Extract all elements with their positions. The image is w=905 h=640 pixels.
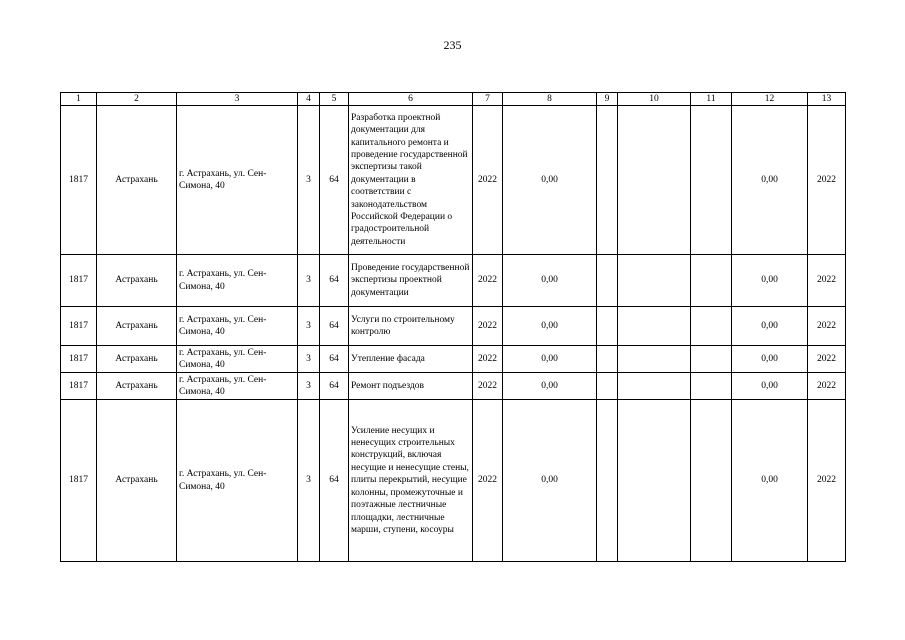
col4-cell: 3: [298, 255, 320, 307]
column-header: 1: [61, 93, 97, 106]
col9-cell: [597, 106, 618, 255]
row-id: 1817: [61, 255, 97, 307]
col4-cell: 3: [298, 400, 320, 562]
col4-cell: 3: [298, 346, 320, 373]
col10-cell: [618, 400, 691, 562]
year-cell: 2022: [473, 373, 503, 400]
col10-cell: [618, 373, 691, 400]
col11-cell: [691, 255, 732, 307]
col10-cell: [618, 255, 691, 307]
cost-cell: 0,00: [503, 106, 597, 255]
year-cell: 2022: [473, 307, 503, 346]
address-cell: г. Астрахань, ул. Сен-Симона, 40: [177, 346, 298, 373]
col11-cell: [691, 400, 732, 562]
column-header: 2: [97, 93, 177, 106]
cost-cell: 0,00: [503, 373, 597, 400]
row-id: 1817: [61, 106, 97, 255]
address-cell: г. Астрахань, ул. Сен-Симона, 40: [177, 400, 298, 562]
year-cell: 2022: [473, 106, 503, 255]
city-cell: Астрахань: [97, 373, 177, 400]
year-cell: 2022: [473, 346, 503, 373]
col10-cell: [618, 307, 691, 346]
col11-cell: [691, 307, 732, 346]
address-cell: г. Астрахань, ул. Сен-Симона, 40: [177, 373, 298, 400]
work-description-cell: Ремонт подъездов: [349, 373, 473, 400]
address-cell: г. Астрахань, ул. Сен-Симона, 40: [177, 255, 298, 307]
cost-cell: 0,00: [503, 400, 597, 562]
table-row: [61, 307, 846, 346]
col12-cell: 0,00: [732, 373, 808, 400]
work-description-cell: Услуги по строительному контролю: [349, 307, 473, 346]
col5-cell: 64: [320, 400, 349, 562]
col11-cell: [691, 106, 732, 255]
col11-cell: [691, 346, 732, 373]
work-description-cell: Разработка проектной документации для капитального ремонта и проведение государственной экспертизы такой документации в соответствии с законодательством Российской Федерации о градостроительной деятельности: [349, 106, 473, 255]
col13-cell: 2022: [808, 346, 846, 373]
row-id: 1817: [61, 346, 97, 373]
work-description-cell: Утепление фасада: [349, 346, 473, 373]
col5-cell: 64: [320, 307, 349, 346]
city-cell: Астрахань: [97, 400, 177, 562]
col4-cell: 3: [298, 307, 320, 346]
column-header: 13: [808, 93, 846, 106]
column-header: 9: [597, 93, 618, 106]
col13-cell: 2022: [808, 373, 846, 400]
page-number: 235: [443, 38, 462, 52]
year-cell: 2022: [473, 400, 503, 562]
column-header: 3: [177, 93, 298, 106]
column-header: 11: [691, 93, 732, 106]
col12-cell: 0,00: [732, 346, 808, 373]
col9-cell: [597, 307, 618, 346]
col9-cell: [597, 373, 618, 400]
table-row: [61, 106, 846, 255]
table-row: [61, 346, 846, 373]
row-id: 1817: [61, 373, 97, 400]
col5-cell: 64: [320, 106, 349, 255]
col11-cell: [691, 373, 732, 400]
col9-cell: [597, 400, 618, 562]
row-id: 1817: [61, 307, 97, 346]
table-row: [61, 373, 846, 400]
column-header: 5: [320, 93, 349, 106]
col4-cell: 3: [298, 106, 320, 255]
cost-cell: 0,00: [503, 255, 597, 307]
col12-cell: 0,00: [732, 400, 808, 562]
address-cell: г. Астрахань, ул. Сен-Симона, 40: [177, 307, 298, 346]
col12-cell: 0,00: [732, 307, 808, 346]
table-row: [61, 255, 846, 307]
col10-cell: [618, 106, 691, 255]
col9-cell: [597, 255, 618, 307]
col12-cell: 0,00: [732, 106, 808, 255]
col5-cell: 64: [320, 346, 349, 373]
city-cell: Астрахань: [97, 255, 177, 307]
cost-cell: 0,00: [503, 307, 597, 346]
row-id: 1817: [61, 400, 97, 562]
city-cell: Астрахань: [97, 307, 177, 346]
work-description-cell: Усиление несущих и ненесущих строительных конструкций, включая несущие и ненесущие стены, плиты перекрытий, несущие колонны, промежуточные и поэтажные лестничные площадки, лестничные марши, ступени, косоуры: [349, 400, 473, 562]
col12-cell: 0,00: [732, 255, 808, 307]
column-header: 10: [618, 93, 691, 106]
year-cell: 2022: [473, 255, 503, 307]
col5-cell: 64: [320, 373, 349, 400]
col4-cell: 3: [298, 373, 320, 400]
col10-cell: [618, 346, 691, 373]
col5-cell: 64: [320, 255, 349, 307]
register-table: [60, 92, 846, 562]
col13-cell: 2022: [808, 307, 846, 346]
column-header: 6: [349, 93, 473, 106]
col13-cell: 2022: [808, 400, 846, 562]
work-description-cell: Проведение государственной экспертизы проектной документации: [349, 255, 473, 307]
table-row: [61, 400, 846, 562]
header-row: [61, 93, 846, 106]
col13-cell: 2022: [808, 106, 846, 255]
column-header: 12: [732, 93, 808, 106]
column-header: 4: [298, 93, 320, 106]
column-header: 7: [473, 93, 503, 106]
column-header: 8: [503, 93, 597, 106]
address-cell: г. Астрахань, ул. Сен-Симона, 40: [177, 106, 298, 255]
city-cell: Астрахань: [97, 106, 177, 255]
col13-cell: 2022: [808, 255, 846, 307]
col9-cell: [597, 346, 618, 373]
city-cell: Астрахань: [97, 346, 177, 373]
cost-cell: 0,00: [503, 346, 597, 373]
